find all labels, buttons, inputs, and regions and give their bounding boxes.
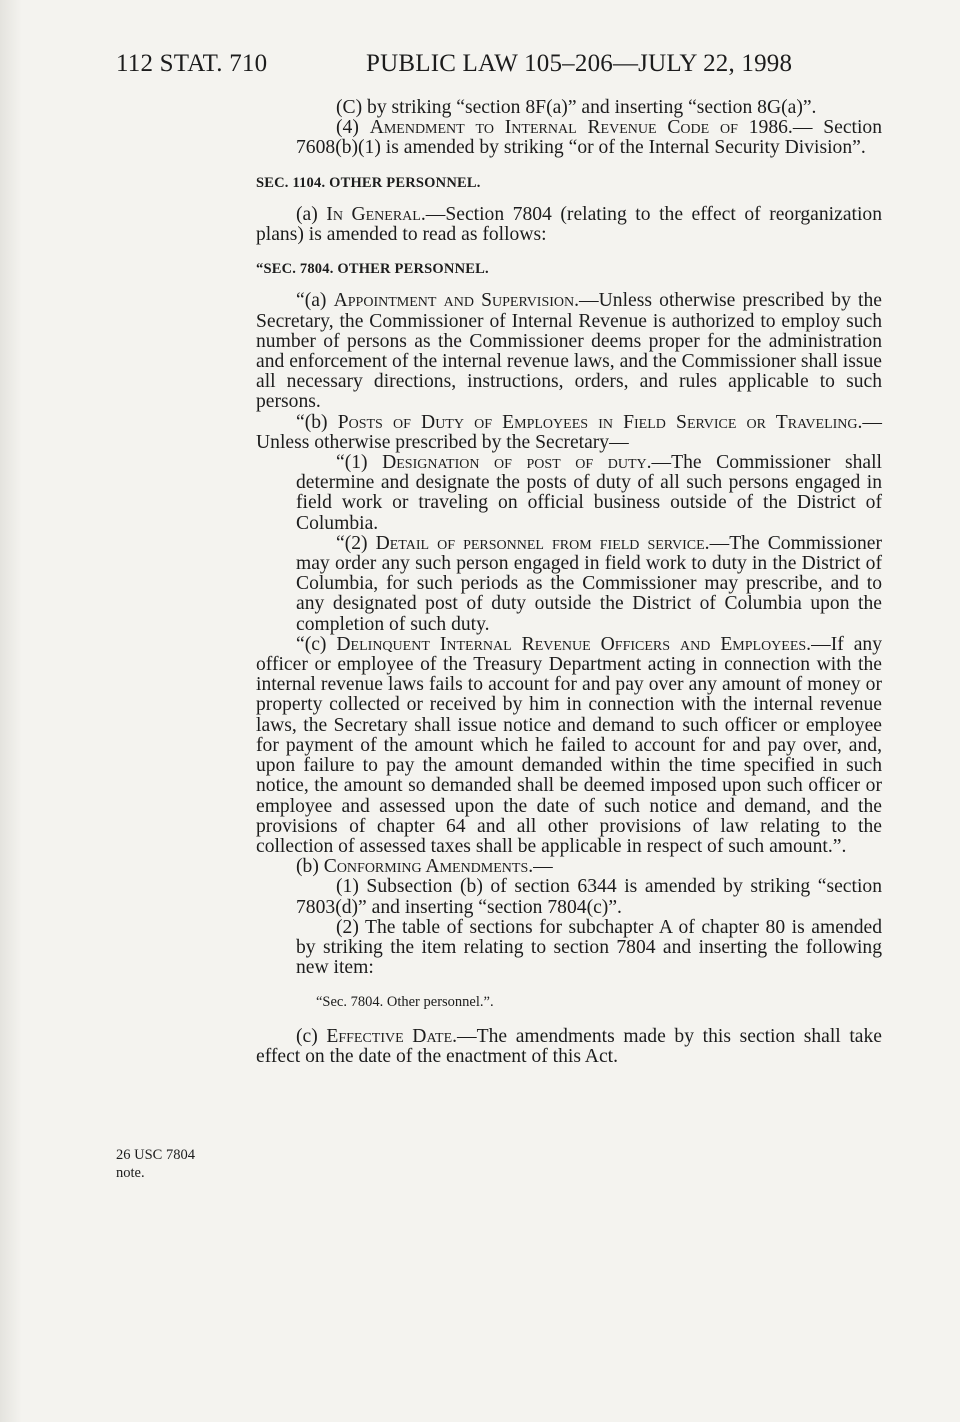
paragraph-b1: (1) Subsection (b) of section 6344 is amended by striking “section 7803(d)” and inserting “section 7804(c)”. — [296, 876, 882, 918]
quoted-b1-label: “(1) — [336, 452, 383, 474]
paragraph-c-text: —The amendments made by this section shall take effect on the date of the enactment of this Act. — [256, 1025, 882, 1067]
quoted-b-label: “(b) — [296, 411, 338, 433]
margin-citation-note — [116, 1146, 195, 1182]
statute-page-reference: 112 STAT. 710 — [116, 50, 268, 77]
law-title: PUBLIC LAW 105–206—JULY 22, 1998 — [366, 50, 793, 77]
paragraph-b-heading: Conforming Amendments. — [323, 856, 534, 878]
paragraph-c-strike: (C) by striking “section 8F(a)” and inserting “section 8G(a)”. — [336, 97, 817, 118]
paragraph-4-label: (4) — [336, 117, 370, 139]
paragraph-4-heading: Amendment to Internal Revenue Code of 1986. — [369, 117, 793, 139]
section-7804-heading: “SEC. 7804. OTHER PERSONNEL. — [256, 261, 489, 278]
quoted-paragraph-b1 — [256, 453, 882, 534]
quoted-subsection-a — [256, 291, 882, 412]
paragraph-4-amendment — [256, 118, 882, 158]
quoted-b1-heading: Designation of post of duty. — [382, 452, 652, 474]
paragraph-b-label: (b) — [296, 856, 324, 878]
quoted-b2-heading: Detail of personnel from field service. — [375, 532, 710, 554]
paragraph-4-text: — Section 7608(b)(1) is amended by striking “or of the Internal Security Division”. — [296, 117, 883, 159]
quoted-c-heading: Delinquent Internal Revenue Officers and Employees. — [336, 633, 812, 655]
quoted-paragraph-b2 — [256, 534, 882, 635]
paragraph-a-text: —Section 7804 (relating to the effect of reorganization plans) is amended to read as follows: — [256, 203, 882, 246]
margin-note-citation: 26 USC 7804 — [116, 1147, 195, 1163]
paragraph-a-label: (a) — [296, 203, 327, 225]
page-edge-shadow — [0, 0, 22, 1422]
quoted-subsection-c — [256, 635, 882, 857]
quoted-c-text: —If any officer or employee of the Treasury Department acting in connection with the internal revenue laws fails to account for and pay over any amount of money or property collected or received by him in connection with the internal revenue laws, the Secretary shall issue notice and demand to such officer or employee for payment of the amount which he failed to account for and pay over, and, upon failure to pay the amount demanded within the time specified in such notice, the amount so demanded shall be deemed imposed upon such officer or employee and assessed upon the date of such notice and demand, and the provisions of chapter 64 and all other provisions of law relating to the collection of assessed taxes shall be applicable in respect of such amount.”. — [256, 633, 882, 857]
document-body — [256, 98, 882, 1067]
quoted-subsection-b — [256, 413, 882, 453]
quoted-b-text: —Unless otherwise prescribed by the Secretary— — [256, 411, 882, 453]
quoted-a-heading: Appointment and Supervision. — [333, 290, 580, 312]
paragraph-b-text: — — [533, 856, 553, 878]
paragraph-b-conforming — [256, 857, 882, 877]
paragraph-a-in-general — [256, 205, 882, 245]
new-table-item: “Sec. 7804. Other personnel.”. — [316, 994, 494, 1011]
margin-note-label: note. — [116, 1165, 145, 1181]
paragraph-c-label: (c) — [296, 1025, 327, 1047]
quoted-b-heading: Posts of Duty of Employees in Field Service or Traveling. — [337, 411, 863, 433]
quoted-a-label: “(a) — [296, 290, 334, 312]
quoted-b2-text: —The Commissioner may order any such person engaged in field work to duty in the District of Columbia, for such periods as the Commissioner may prescribe, and to any designated post of duty outside the District of Columbia upon the completion of such duty. — [296, 532, 883, 635]
section-1104-heading: SEC. 1104. OTHER PERSONNEL. — [256, 174, 481, 191]
paragraph-c-effective-date — [256, 1027, 882, 1067]
paragraph-c-heading: Effective Date. — [326, 1025, 458, 1047]
quoted-b2-label: “(2) — [336, 532, 376, 554]
quoted-c-label: “(c) — [296, 633, 337, 655]
paragraph-b2: (2) The table of sections for subchapter A of chapter 80 is amended by striking the item relating to section 7804 and inserting the following new item: — [296, 916, 882, 979]
page-header — [116, 50, 882, 84]
paragraph-a-heading: In General. — [326, 203, 426, 225]
quoted-b1-text: —The Commissioner shall determine and designate the posts of duty of all such persons engaged in field work or traveling on official business outside of the District of Columbia. — [296, 452, 882, 534]
quoted-a-text: —Unless otherwise prescribed by the Secretary, the Commissioner of Internal Revenue is authorized to employ such number of persons as the Commissioner deems proper for the administration and enforcement of the internal revenue laws, and the Commissioner shall issue all necessary directions, instructions, orders, and rules applicable to such persons. — [256, 290, 882, 413]
